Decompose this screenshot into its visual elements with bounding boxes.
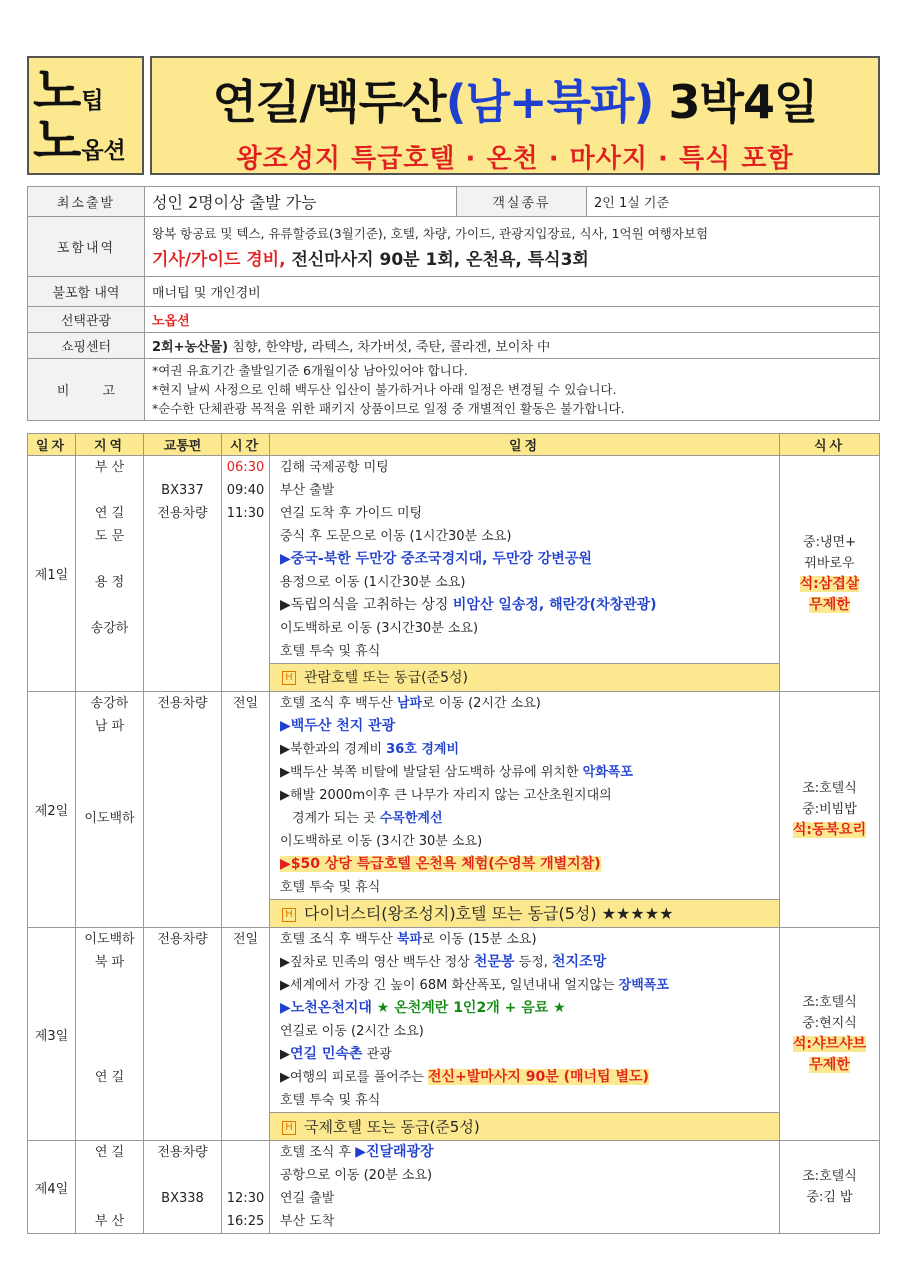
col-day: 일자 (28, 434, 76, 456)
day2-time: 전일 (222, 692, 270, 928)
day1-plan: 김해 국제공항 미팅 부산 출발 연길 도착 후 가이드 미팅 중식 후 도문으로 이동 (1시간30분 소요) ▶중국-북한 두만강 중조국경지대, 두만강 강변공원 용정으로 이동 (1시간30분 소요) ▶독립의식을 고취하는 상징 비암산 일송정, 해란강(차창관광) 이도백하로 이동 (3시간30분 소요) 호텔 투숙 및 휴식 H 관람호텔 또는 동급(준5성) (270, 456, 780, 692)
day2-label: 제2일 (28, 692, 76, 928)
col-transport: 교통편 (144, 434, 222, 456)
day4-row (28, 1141, 880, 1234)
page-title: 연길/백두산(남+북파) 3박4일 (212, 75, 818, 129)
notes-value: *여권 유효기간 출발일기준 6개월이상 남아있어야 합니다. *현지 날씨 사정으로 인해 백두산 입산이 불가하거나 아래 일정은 변경될 수 있습니다. *순수한 단체관광 목적을 위한 패키지 상품이므로 일정 중 개별적인 활동은 불가합니다. (145, 359, 880, 421)
day4-meal: 조:호텔식 중:김 밥 (780, 1141, 880, 1234)
room-type-value: 2인 1실 기준 (587, 187, 880, 217)
day1-transport: BX337 전용차량 (144, 456, 222, 692)
day3-meal: 조:호텔식 중:현지식 석:샤브샤브 무제한 (780, 928, 880, 1141)
optional-tour-value: 노옵션 (145, 307, 880, 333)
day3-hotel: H 국제호텔 또는 동급(준5성) (270, 1112, 779, 1140)
day2-plan: 호텔 조식 후 백두산 남파로 이동 (2시간 소요) ▶백두산 천지 관광 ▶북한과의 경계비 36호 경계비 ▶백두산 북쪽 비탈에 발달된 삼도백하 상류에 위치한 악화폭포 ▶해발 2000m이후 큰 나무가 자리지 않는 고산초원지대의 경계가 되는 곳 수목한계선 이도백하로 이동 (3시간 30분 소요) ▶$50 상당 특급호텔 온천욕 체험(수영복 개별지참) 호텔 투숙 및 휴식 H 다이너스티(왕조성지)호텔 또는 동급(5성) ★★★★★ (270, 692, 780, 928)
col-time: 시간 (222, 434, 270, 456)
hotel-icon: H (282, 1121, 296, 1135)
col-meal: 식사 (780, 434, 880, 456)
day2-meal: 조:호텔식 중:비빔밥 석:동북요리 (780, 692, 880, 928)
day1-time: 06:30 09:40 11:30 (222, 456, 270, 692)
day4-label: 제4일 (28, 1141, 76, 1234)
day1-row (28, 456, 880, 692)
day2-hotel: H 다이너스티(왕조성지)호텔 또는 동급(5성) ★★★★★ (270, 899, 779, 927)
day4-transport: 전용차량 BX338 (144, 1141, 222, 1234)
min-departure-label: 최소출발 (28, 187, 145, 217)
hotel-icon: H (282, 908, 296, 922)
day3-area: 이도백하 북 파 연 길 (76, 928, 144, 1141)
day4-plan: 호텔 조식 후 ▶진달래광장 공항으로 이동 (20분 소요) 연길 출발 부산 도착 (270, 1141, 780, 1234)
room-type-label: 객실종류 (457, 187, 587, 217)
day4-area: 연 길 부 산 (76, 1141, 144, 1234)
day2-transport: 전용차량 (144, 692, 222, 928)
day2-area: 송강하 남 파 이도백하 (76, 692, 144, 928)
col-area: 지역 (76, 434, 144, 456)
itinerary-header-row (28, 434, 880, 456)
min-departure-value: 성인 2명이상 출발 가능 (145, 187, 457, 217)
excluded-value: 매너팁 및 개인경비 (145, 277, 880, 307)
excluded-label: 불포함 내역 (28, 277, 145, 307)
day1-meal: 중:냉면+ 꿔바로우 석:삼겹살 무제한 (780, 456, 880, 692)
shopping-value: 2회+농산물) 침향, 한약방, 라텍스, 차가버섯, 죽탄, 콜라겐, 보이차 中 (145, 333, 880, 359)
col-schedule: 일정 (270, 434, 780, 456)
hotel-icon: H (282, 671, 296, 685)
day1-area: 부 산 연 길 도 문 용 정 송강하 (76, 456, 144, 692)
notes-label: 비 고 (28, 359, 145, 421)
day4-time: 12:30 16:25 (222, 1141, 270, 1234)
day1-hotel: H 관람호텔 또는 동급(준5성) (270, 663, 779, 691)
tour-info-table (27, 186, 880, 421)
day3-transport: 전용차량 (144, 928, 222, 1141)
no-tip-no-option-logo: 노 팁 노 옵션 (27, 56, 144, 175)
day2-row (28, 692, 880, 928)
page-header (27, 56, 880, 176)
day3-row (28, 928, 880, 1141)
included-label: 포함내역 (28, 217, 145, 277)
title-banner (150, 56, 880, 175)
day1-label: 제1일 (28, 456, 76, 692)
day3-plan: 호텔 조식 후 백두산 북파로 이동 (15분 소요) ▶짚차로 민족의 영산 백두산 정상 천문봉 등정, 천지조망 ▶세계에서 가장 긴 높이 68M 화산폭포, 일년내내 얼지않는 장백폭포 ▶노천온천지대 ★ 온천계란 1인2개 + 음료 ★ 연길로 이동 (2시간 소요) ▶연길 민속촌 관광 ▶여행의 피로를 풀어주는 전신+발마사지 90분 (매너팁 별도) 호텔 투숙 및 휴식 H 국제호텔 또는 동급(준5성) (270, 928, 780, 1141)
day3-time: 전일 (222, 928, 270, 1141)
included-value: 왕복 항공료 및 텍스, 유류할증료(3월기준), 호텔, 차량, 가이드, 관광지입장료, 식사, 1억원 여행자보험 기사/가이드 경비, 전신마사지 90분 1회, 온천욕, 특식3회 (145, 217, 880, 277)
shopping-label: 쇼핑센터 (28, 333, 145, 359)
optional-tour-label: 선택관광 (28, 307, 145, 333)
page-subtitle: 왕조성지 특급호텔 · 온천 · 마사지 · 특식 포함 (236, 144, 794, 174)
itinerary-table (27, 433, 880, 1234)
day3-label: 제3일 (28, 928, 76, 1141)
